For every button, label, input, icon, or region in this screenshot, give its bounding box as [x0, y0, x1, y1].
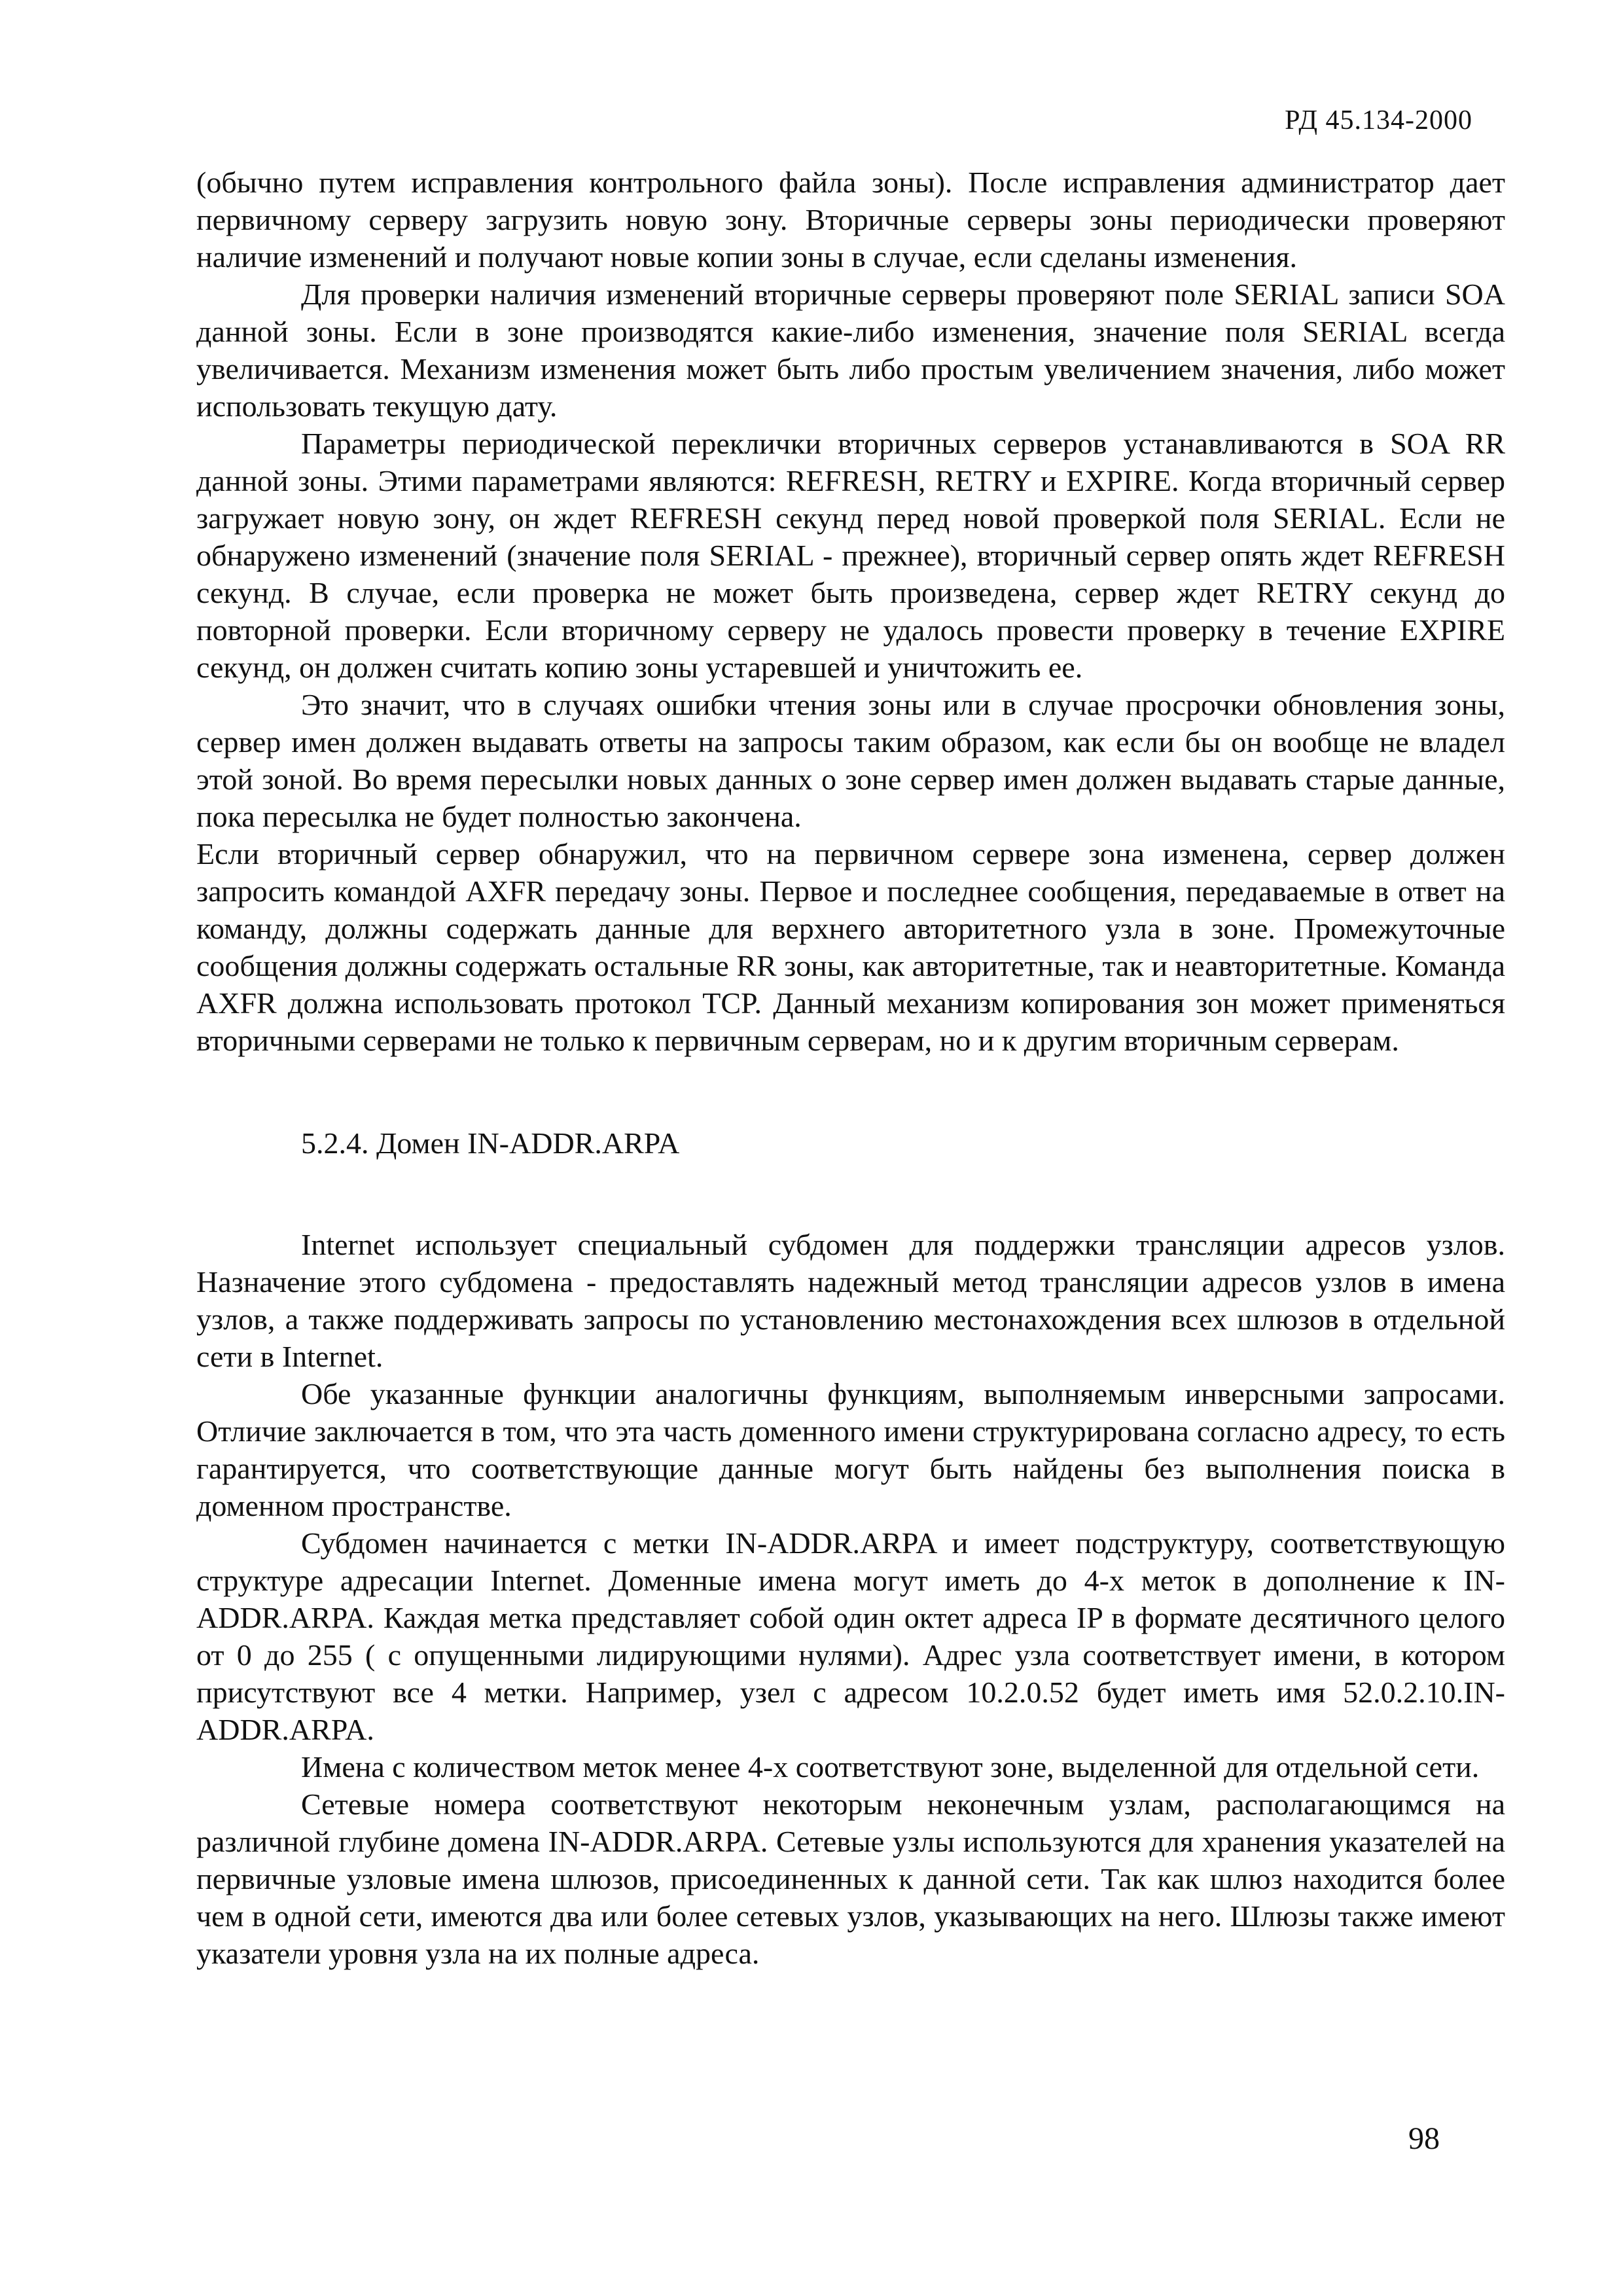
paragraph: Субдомен начинается с метки IN-ADDR.ARPA и имеет подструктуру, соответствующую структуре адресации Internet. Доменные имена могут иметь до 4-х меток в дополнение к IN-ADDR.ARPA. Каждая метка представляет собой один октет адреса IP в формате десятичного целого от 0 до 255 ( с опущенными лидирующими нулями). Адрес узла соответствует имени, в котором присутствуют все 4 метки. Например, узел с адресом 10.2.0.52 будет иметь имя 52.0.2.10.IN-ADDR.ARPA.	[196, 1526, 1505, 1746]
document-code: РД 45.134-2000	[1285, 105, 1472, 135]
paragraph: Для проверки наличия изменений вторичные серверы проверяют поле SERIAL записи SOA данной зоны. Если в зоне производятся какие-либо изменения, значение поля SERIAL всегда увеличивается. Механизм изменения может быть либо простым увеличением значения, либо может использовать текущую дату.	[196, 278, 1505, 423]
paragraph: (обычно путем исправления контрольного файла зоны). После исправления администратор дает первичному серверу загрузить новую зону. Вторичные серверы зоны периодически проверяют наличие изменений и получают новые копии зоны в случае, если сделаны изменения.	[196, 166, 1505, 274]
paragraph: Сетевые номера соответствуют некоторым неконечным узлам, располагающимся на различной глубине домена IN-ADDR.ARPA. Сетевые узлы используются для хранения указателей на первичные узловые имена шлюзов, присоединенных к данной сети. Так как шлюз находится более чем в одной сети, имеются два или более сетевых узлов, указывающих на него. Шлюзы также имеют указатели уровня узла на их полные адреса.	[196, 1787, 1505, 1970]
paragraph: Обе указанные функции аналогичны функциям, выполняемым инверсными запросами. Отличие заключается в том, что эта часть доменного имени структурирована согласно адресу, то есть гарантируется, что соответствующие данные могут быть найдены без выполнения поиска в доменном пространстве.	[196, 1377, 1505, 1522]
paragraph: Это значит, что в случаях ошибки чтения зоны или в случае просрочки обновления зоны, сервер имен должен выдавать ответы на запросы таким образом, как если бы он вообще не владел этой зоной. Во время пересылки новых данных о зоне сервер имен должен выдавать старые данные, пока пересылка не будет полностью закончена.	[196, 688, 1505, 833]
paragraph: Параметры периодической переклички вторичных серверов устанавливаются в SOA RR данной зоны. Этими параметрами являются: REFRESH, RETRY и EXPIRE. Когда вторичный сервер загружает новую зону, он ждет REFRESH секунд перед новой проверкой поля SERIAL. Если не обнаружено изменений (значение поля SERIAL - прежнее), вторичный сервер опять ждет REFRESH секунд. В случае, если проверка не может быть произведена, сервер ждет RETRY секунд до повторной проверки. Если вторичному серверу не удалось провести проверку в течение EXPIRE секунд, он должен считать копию зоны устаревшей и уничтожить ее.	[196, 427, 1505, 684]
paragraph: Имена с количеством меток менее 4-х соответствуют зоне, выделенной для отдельной сети.	[301, 1750, 1480, 1784]
section-heading: 5.2.4. Домен IN-ADDR.ARPA	[301, 1126, 680, 1160]
body-text	[196, 164, 1505, 1972]
paragraph: Internet использует специальный субдомен для поддержки трансляции адресов узлов. Назначение этого субдомена - предоставлять надежный метод трансляции адресов узлов в имена узлов, а также поддерживать запросы по установлению местонахождения всех шлюзов в отдельной сети в Internet.	[196, 1228, 1505, 1373]
paragraph: Если вторичный сервер обнаружил, что на первичном сервере зона изменена, сервер должен запросить командой AXFR передачу зоны. Первое и последнее сообщения, передаваемые в ответ на команду, должны содержать данные для верхнего авторитетного узла в зоне. Промежуточные сообщения должны содержать остальные RR зоны, как авторитетные, так и неавторитетные. Команда AXFR должна использовать протокол TCP. Данный механизм копирования зон может применяться вторичными серверами не только к первичным серверам, но и к другим вторичным серверам.	[196, 837, 1505, 1057]
page-number: 98	[1408, 2121, 1440, 2156]
